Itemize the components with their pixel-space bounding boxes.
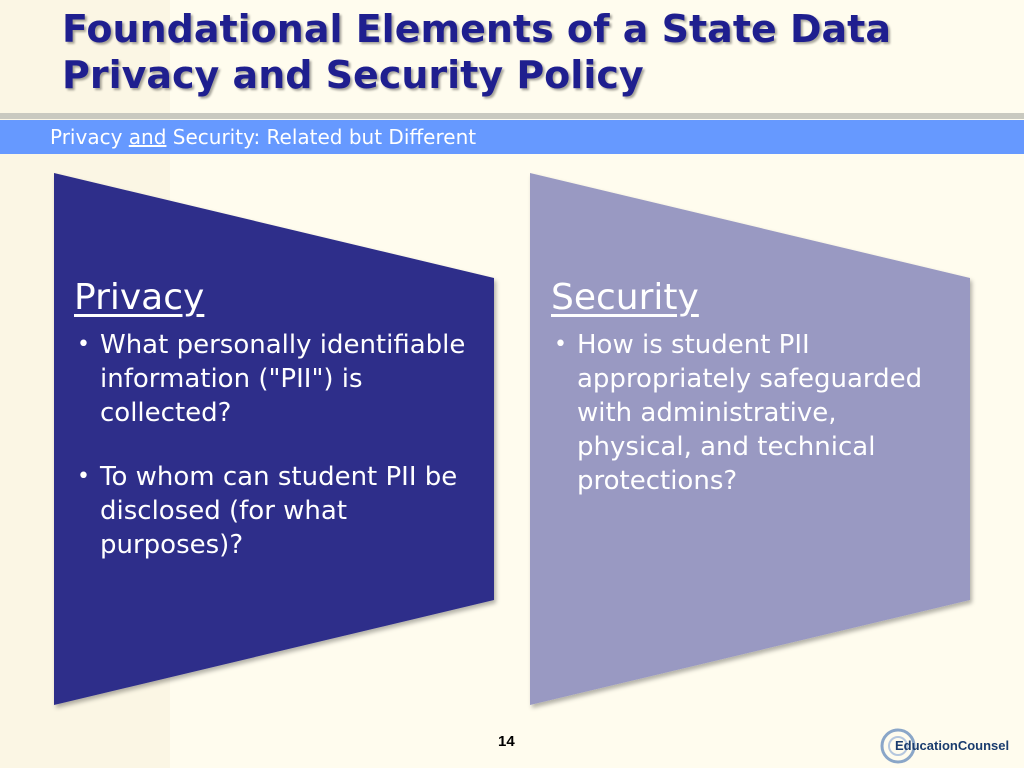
bullet-icon: • — [77, 464, 90, 489]
privacy-bullet-list — [74, 328, 474, 562]
list-item — [551, 328, 951, 498]
privacy-heading: Privacy — [74, 277, 205, 318]
security-bullet-1: How is student PII appropriately safeguarded with administrative, physical, and technical protections? — [577, 330, 923, 496]
logo-wordmark: EducationCounsel — [895, 738, 1010, 753]
page-number: 14 — [498, 733, 515, 750]
bullet-icon: • — [554, 332, 567, 357]
subtitle-underlined-word: and — [128, 125, 167, 149]
privacy-bullet-2: To whom can student PII be disclosed (for what purposes)? — [100, 462, 458, 560]
privacy-content — [74, 276, 474, 592]
list-item — [74, 460, 474, 562]
subtitle-part-3: Security: Related but Different — [166, 125, 477, 149]
privacy-bullet-1: What personally identifiable information ("PII") is collected? — [100, 330, 466, 428]
bullet-icon: • — [77, 332, 90, 357]
slide-title: Foundational Elements of a State Data Privacy and Security Policy — [62, 7, 891, 97]
security-content — [551, 276, 951, 528]
security-heading: Security — [551, 277, 699, 318]
subtitle-part-1: Privacy — [50, 125, 129, 149]
security-bullet-list — [551, 328, 951, 498]
list-item — [74, 328, 474, 430]
